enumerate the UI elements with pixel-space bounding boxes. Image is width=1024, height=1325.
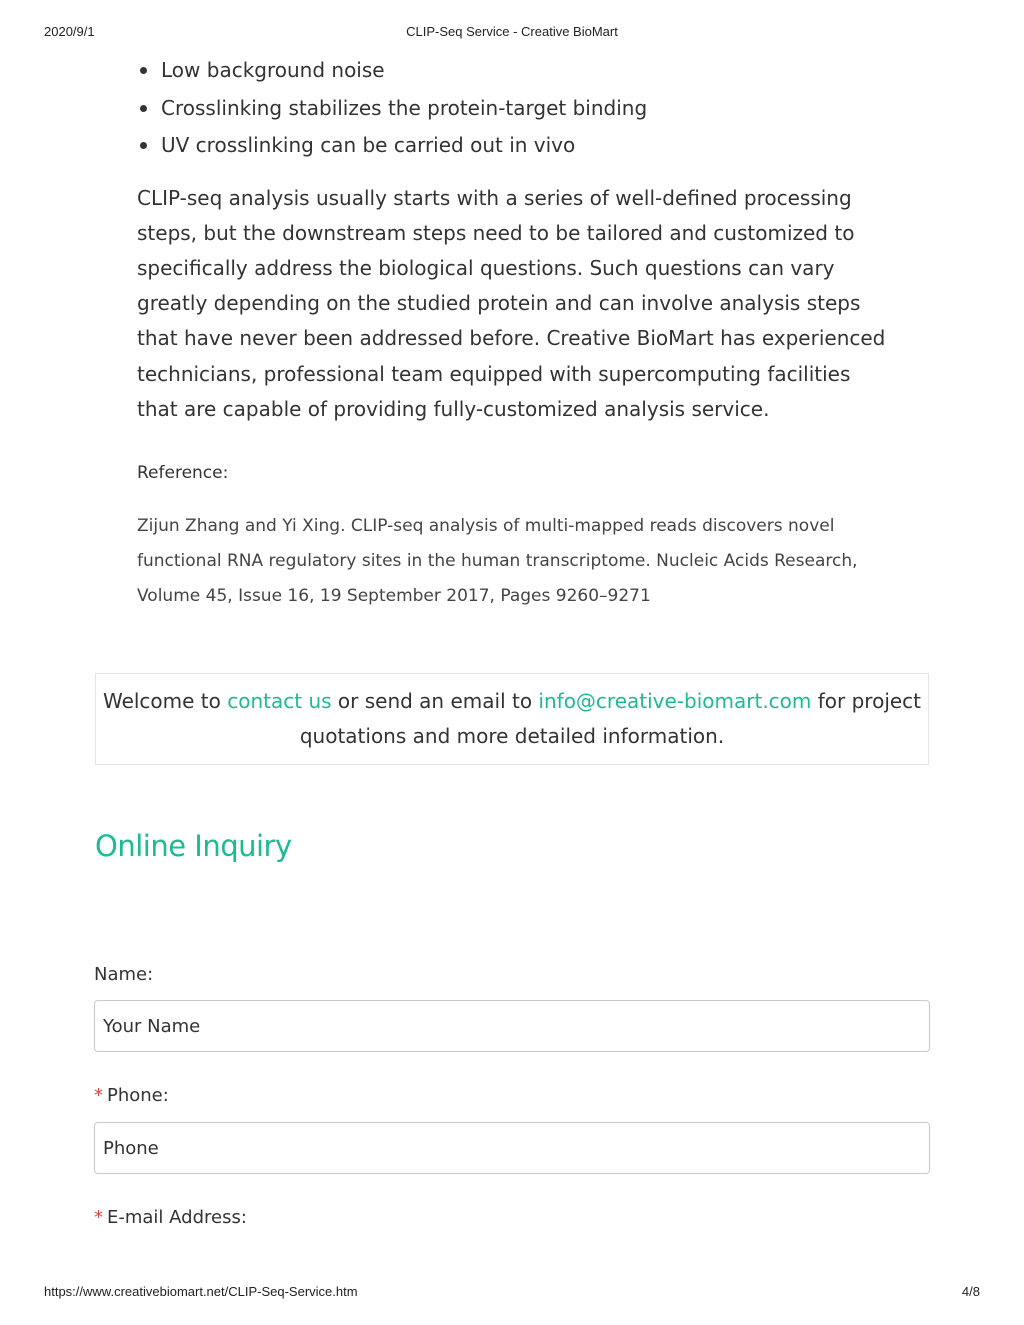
print-footer <box>44 1284 980 1300</box>
analysis-paragraph: CLIP-seq analysis usually starts with a series of well-defined processing steps, but the downstream steps need to be tailored and customized to specifically address the biological questions. Such questions can vary greatly depending on the studied protein and can involve analysis steps that have never been addressed before. Creative BioMart has experienced technicians, professional team equipped with supercomputing facilities that are capable of providing fully-customized analysis service. <box>137 185 886 421</box>
list-item-text: UV crosslinking can be carried out in vivo <box>161 133 576 157</box>
bullet-icon <box>140 142 147 149</box>
contact-middle: or send an email to <box>331 689 539 713</box>
article-content <box>137 52 897 614</box>
print-page-number: 4/8 <box>961 1284 980 1299</box>
phone-input[interactable] <box>94 1122 930 1174</box>
email-link[interactable]: info@creative-biomart.com <box>538 689 812 713</box>
list-item-text: Crosslinking stabilizes the protein-target binding <box>161 95 648 120</box>
list-item <box>137 52 897 90</box>
advantages-list <box>137 52 897 165</box>
email-address-label <box>94 1206 247 1230</box>
contact-callout <box>95 673 929 765</box>
list-item <box>137 127 897 165</box>
email-label-text: E-mail Address: <box>107 1207 247 1228</box>
bullet-icon <box>140 67 147 74</box>
required-mark: * <box>94 1085 103 1106</box>
print-header <box>44 24 980 40</box>
online-inquiry-title: Online Inquiry <box>95 829 292 863</box>
contact-prefix: Welcome to <box>102 689 228 713</box>
reference-citation: Zijun Zhang and Yi Xing. CLIP-seq analysis of multi-mapped reads discovers novel functional RNA regulatory sites in the human transcriptome. Nucleic Acids Research, Volume 45, Issue 16, 19 September 2017, Pages 9260–9271 <box>137 515 858 606</box>
name-label <box>94 963 153 987</box>
list-item-text: Low background noise <box>161 58 385 82</box>
print-date: 2020/9/1 <box>44 24 95 39</box>
contact-suffix: for project quotations and more detailed information. <box>299 689 922 748</box>
name-input[interactable] <box>94 1000 930 1052</box>
bullet-icon <box>140 105 147 112</box>
required-mark: * <box>94 1207 103 1228</box>
print-page-title: CLIP-Seq Service - Creative BioMart <box>406 24 618 39</box>
phone-label <box>94 1084 169 1108</box>
phone-label-text: Phone: <box>107 1085 169 1106</box>
reference-heading: Reference: <box>137 462 229 483</box>
contact-us-link[interactable]: contact us <box>227 689 332 713</box>
print-url: https://www.creativebiomart.net/CLIP-Seq-Service.htm <box>44 1284 358 1299</box>
name-label-text: Name: <box>94 964 154 985</box>
list-item <box>137 90 897 128</box>
